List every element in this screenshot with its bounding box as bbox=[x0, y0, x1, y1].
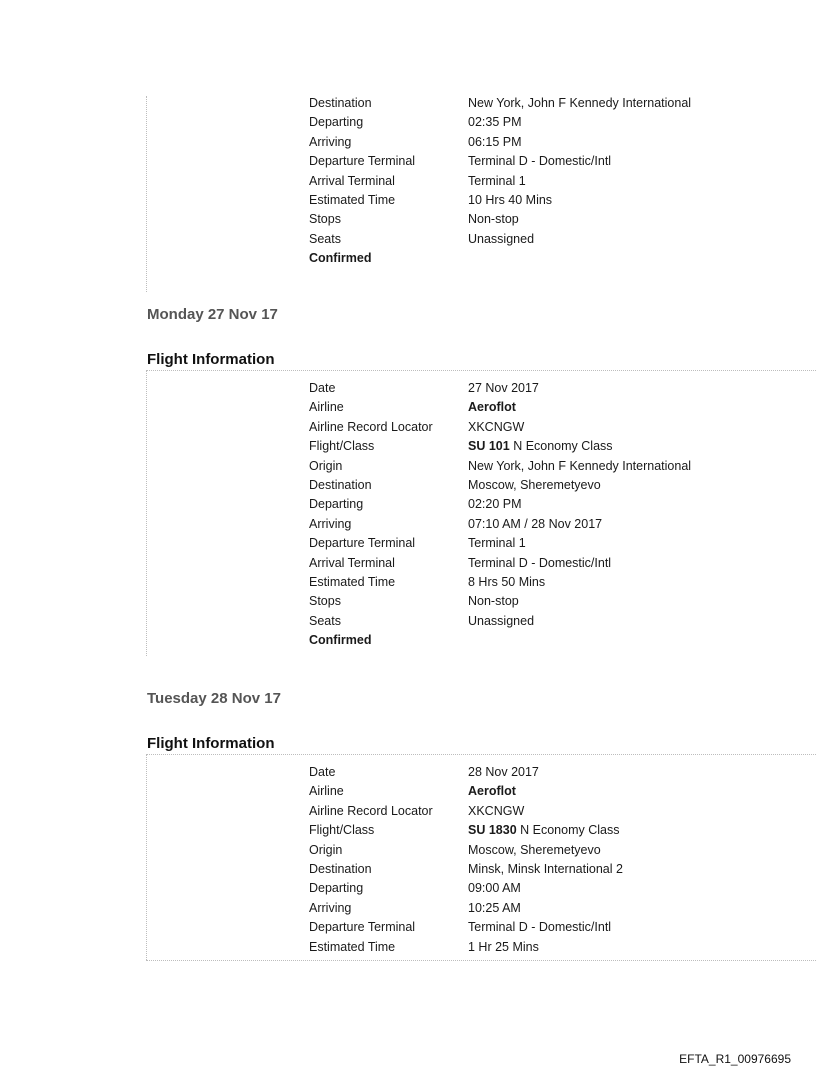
detail-value: Terminal 1 bbox=[468, 536, 526, 551]
detail-value: Terminal 1 bbox=[468, 173, 526, 188]
detail-label: Departing bbox=[309, 115, 364, 130]
flight-details-day-2 bbox=[309, 763, 809, 957]
detail-label: Stops bbox=[309, 212, 341, 227]
detail-row bbox=[309, 379, 809, 398]
detail-row bbox=[309, 860, 809, 879]
detail-row bbox=[309, 899, 809, 918]
flight-number: SU 101 bbox=[468, 439, 510, 454]
detail-row bbox=[309, 437, 809, 456]
detail-value: Moscow, Sheremetyevo bbox=[468, 477, 601, 492]
detail-value: 02:35 PM bbox=[468, 115, 522, 130]
detail-label: Arriving bbox=[309, 134, 352, 149]
detail-row bbox=[309, 879, 809, 898]
detail-label: Departing bbox=[309, 497, 364, 512]
detail-label: Airline Record Locator bbox=[309, 419, 433, 434]
detail-row bbox=[309, 515, 809, 534]
detail-row bbox=[309, 152, 809, 171]
detail-label: Airline bbox=[309, 400, 344, 415]
detail-value: 06:15 PM bbox=[468, 134, 522, 149]
detail-row bbox=[309, 457, 809, 476]
detail-value: Terminal D - Domestic/Intl bbox=[468, 920, 612, 935]
detail-row bbox=[309, 172, 809, 191]
detail-label: Departure Terminal bbox=[309, 536, 416, 551]
detail-row bbox=[309, 592, 809, 611]
section-left-border-2 bbox=[146, 754, 147, 960]
day-heading: Monday 27 Nov 17 bbox=[147, 306, 278, 323]
cabin-class: N Economy Class bbox=[513, 439, 613, 454]
detail-row bbox=[309, 802, 809, 821]
detail-label: Arriving bbox=[309, 900, 352, 915]
detail-value: Non-stop bbox=[468, 212, 519, 227]
flight-class bbox=[468, 821, 619, 840]
day-heading: Tuesday 28 Nov 17 bbox=[147, 690, 281, 707]
detail-value: 02:20 PM bbox=[468, 497, 522, 512]
section-left-border-1 bbox=[146, 370, 147, 656]
detail-value: Terminal D - Domestic/Intl bbox=[468, 154, 612, 169]
detail-row bbox=[309, 763, 809, 782]
segment-left-border bbox=[146, 96, 147, 292]
detail-label: Date bbox=[309, 765, 336, 779]
detail-label: Arrival Terminal bbox=[309, 173, 395, 188]
cabin-class: N Economy Class bbox=[520, 823, 620, 838]
detail-value: New York, John F Kennedy International bbox=[468, 458, 692, 473]
record-locator: XKCNGW bbox=[468, 803, 525, 818]
section-divider-2 bbox=[146, 754, 816, 755]
detail-label: Airline Record Locator bbox=[309, 803, 433, 818]
detail-row bbox=[309, 612, 809, 631]
detail-value: 27 Nov 2017 bbox=[468, 381, 539, 395]
detail-value: 28 Nov 2017 bbox=[468, 765, 539, 779]
section-title: Flight Information bbox=[147, 735, 275, 752]
detail-value: Terminal D - Domestic/Intl bbox=[468, 555, 612, 570]
section-title: Flight Information bbox=[147, 351, 275, 368]
detail-value: Non-stop bbox=[468, 594, 519, 609]
booking-status: Confirmed bbox=[309, 633, 372, 648]
detail-row bbox=[309, 398, 809, 417]
detail-label: Seats bbox=[309, 613, 341, 628]
section-bottom-divider bbox=[146, 960, 816, 961]
flight-number: SU 1830 bbox=[468, 823, 517, 838]
detail-label: Arriving bbox=[309, 516, 352, 531]
detail-row bbox=[309, 94, 809, 113]
detail-label: Estimated Time bbox=[309, 574, 396, 589]
document-id: EFTA_R1_00976695 bbox=[679, 1052, 791, 1066]
detail-value: Unassigned bbox=[468, 613, 535, 628]
detail-label: Departure Terminal bbox=[309, 154, 416, 169]
detail-row bbox=[309, 113, 809, 132]
detail-value: 10 Hrs 40 Mins bbox=[468, 192, 553, 207]
section-divider-1 bbox=[146, 370, 816, 371]
detail-label: Destination bbox=[309, 477, 372, 492]
flight-class bbox=[468, 437, 613, 456]
detail-label: Origin bbox=[309, 458, 343, 473]
detail-value: Minsk, Minsk International 2 bbox=[468, 861, 623, 876]
detail-label: Date bbox=[309, 381, 336, 395]
detail-value: Moscow, Sheremetyevo bbox=[468, 842, 601, 857]
detail-label: Flight/Class bbox=[309, 823, 375, 838]
detail-label: Destination bbox=[309, 861, 372, 876]
detail-value: 8 Hrs 50 Mins bbox=[468, 574, 546, 589]
detail-label: Seats bbox=[309, 231, 341, 246]
booking-status: Confirmed bbox=[309, 251, 372, 266]
detail-row bbox=[309, 418, 809, 437]
detail-value: 09:00 AM bbox=[468, 881, 521, 896]
detail-row bbox=[309, 821, 809, 840]
flight-details-day-1 bbox=[309, 379, 809, 650]
detail-row bbox=[309, 133, 809, 152]
detail-row bbox=[309, 230, 809, 249]
detail-label: Origin bbox=[309, 842, 343, 857]
detail-row bbox=[309, 918, 809, 937]
detail-row bbox=[309, 841, 809, 860]
detail-value: New York, John F Kennedy International bbox=[468, 96, 692, 110]
detail-row bbox=[309, 476, 809, 495]
detail-label: Destination bbox=[309, 96, 372, 110]
airline-name: Aeroflot bbox=[468, 400, 516, 415]
detail-label: Stops bbox=[309, 594, 341, 609]
detail-label: Airline bbox=[309, 784, 344, 799]
detail-row bbox=[309, 495, 809, 514]
record-locator: XKCNGW bbox=[468, 419, 525, 434]
detail-row bbox=[309, 210, 809, 229]
flight-details-top bbox=[309, 94, 809, 269]
detail-value: 07:10 AM / 28 Nov 2017 bbox=[468, 516, 603, 531]
detail-label: Departure Terminal bbox=[309, 920, 416, 935]
detail-row bbox=[309, 782, 809, 801]
detail-row bbox=[309, 938, 809, 957]
airline-name: Aeroflot bbox=[468, 784, 516, 799]
detail-row bbox=[309, 573, 809, 592]
detail-row bbox=[309, 554, 809, 573]
detail-value: 1 Hr 25 Mins bbox=[468, 939, 539, 954]
detail-row bbox=[309, 191, 809, 210]
detail-value: Unassigned bbox=[468, 231, 535, 246]
detail-label: Estimated Time bbox=[309, 939, 396, 954]
detail-label: Arrival Terminal bbox=[309, 555, 395, 570]
detail-value: 10:25 AM bbox=[468, 900, 521, 915]
detail-label: Flight/Class bbox=[309, 439, 375, 454]
detail-label: Departing bbox=[309, 881, 364, 896]
detail-label: Estimated Time bbox=[309, 192, 396, 207]
detail-row bbox=[309, 534, 809, 553]
